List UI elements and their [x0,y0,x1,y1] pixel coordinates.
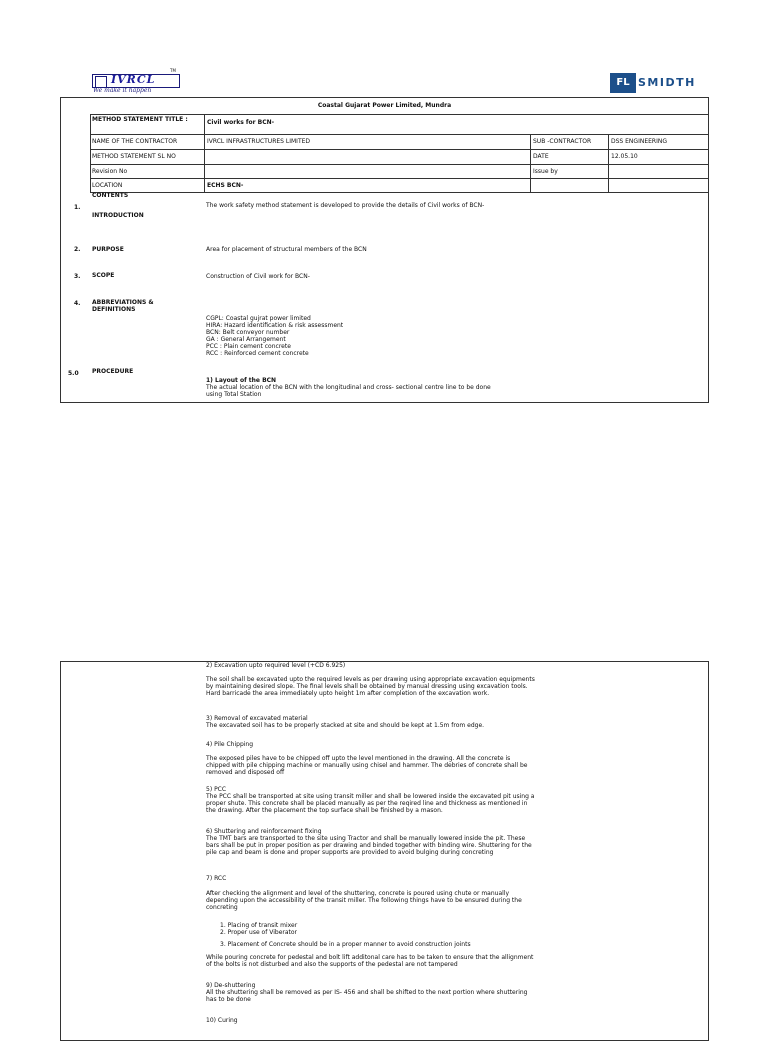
project-title: Coastal Gujarat Power Limited, Mundra [317,102,452,109]
table-rule [204,114,205,192]
ivrcl-tm: TM [170,68,176,73]
section-number: 5.0 [68,370,79,377]
flsmidth-logo [610,73,708,93]
table-rule [530,134,531,192]
section-text: The work safety method statement is developed to provide the details of Civil works of BCN- [206,202,485,209]
flsmidth-logo-box: FL [610,73,636,93]
section-title: SCOPE [92,272,115,279]
table-rule [90,114,91,192]
procedure-subtitle: 1) Layout of the BCN [206,377,277,384]
pcc-text: The PCC shall be transported at site using transit miller and shall be lowered inside the excavated pit using a proper shute. This concrete shall be placed manually as per the reqired line and thickness as mentioned in the drawing. After the placement the top surface shall be finished by a mason. [206,793,535,814]
date-label: DATE [533,153,549,160]
rcc-text: After checking the alignment and level of the shuttering, concrete is poured using chute or manually depending upon the accessibility of the transit miller. The following things have to be ensured during the concreting [206,890,522,911]
ivrcl-logo [92,70,182,96]
curing-title: 10) Curing [206,1017,238,1024]
checklist-item: 3. Placement of Concrete should be in a proper manner to avoid construction joints [220,941,471,948]
subcontractor-label: SUB -CONTRACTOR [533,138,592,145]
removal-text: The excavated soil has to be properly stacked at site and should be kept at 1.5m from edge. [206,722,485,729]
table-rule [90,114,709,115]
section-number: 1. [74,204,81,211]
section-number: 3. [74,273,81,280]
table-rule [90,164,709,165]
method-statement-title-label: METHOD STATEMENT TITLE : [92,116,188,123]
method-statement-title-value: Civil works for BCN- [207,119,275,126]
shuttering-title: 6) Shuttering and reinforcement fixing [206,828,322,835]
location-label: LOCATION [92,182,123,189]
table-rule [608,134,609,192]
abbreviation-item: GA : General Arrangement [206,336,286,343]
contractor-value: IVRCL INFRASTRUCTURES LIMITED [207,138,311,145]
deshuttering-text: All the shuttering shall be removed as per IS- 456 and shall be shifted to the next portion where shuttering has to be done [206,989,528,1003]
section-title: PURPOSE [92,246,124,253]
contents-label: CONTENTS [92,192,129,199]
table-rule [90,178,709,179]
subcontractor-value: DSS ENGINEERING [611,138,667,145]
abbreviation-item: CGPL: Coastal gujrat power limited [206,315,311,322]
pile-chipping-title: 4) Pile Chipping [206,741,254,748]
abbreviation-item: PCC : Plain cement concrete [206,343,291,350]
revision-label: Revision No [92,168,128,175]
ivrcl-tagline: We make it happen [93,87,152,94]
checklist-item: 2. Proper use of Viberator [220,929,298,936]
section-title: INTRODUCTION [92,212,144,219]
sl-no-label: METHOD STATEMENT SL NO [92,153,176,160]
excavation-text: The soil shall be excavated upto the required levels as per drawing using appropriate excavation equipments by maintaining desired slope. The final levels shall be obtained by manual dressing using excavation tools. Hard barricade the area immediately upto height 1m after completion of the excavation work. [206,676,535,697]
date-value: 12.05.10 [611,153,638,160]
table-rule [90,149,709,150]
abbreviation-item: HIRA: Hazard identification & risk assessment [206,322,344,329]
pile-chipping-text: The exposed piles have to be chipped off upto the level mentioned in the drawing. All the concrete is chipped with pile chipping machine or manually using chisel and hammer. The debries of concrete shall be removed and disposed off [206,755,528,776]
section-text: Construction of Civil work for BCN- [206,273,310,280]
procedure-text: The actual location of the BCN with the longitudinal and cross- sectional centre line to be done using Total Station [206,384,491,398]
ivrcl-logo-box [92,74,180,88]
table-rule [90,192,709,193]
contractor-label: NAME OF THE CONTRACTOR [92,138,178,145]
section-number: 4. [74,300,81,307]
abbreviation-item: RCC : Reinforced cement concrete [206,350,309,357]
shuttering-text: The TMT bars are transported to the site using Tractor and shall be manually lowered inside the pit. These bars shall be put in proper position as per drawing and binded together with binding wire. Shuttering for the pile cap and beam is done and proper supports are provided to avoid bulging during concreting [206,835,532,856]
abbreviation-item: BCN: Belt conveyor number [206,329,290,336]
pedestal-text: While pouring concrete for pedestal and bolt lift additonal care has to be taken to ensure that the allignment of the bolts is not disturbed and also the supports of the pedestal are not tampered [206,954,534,968]
excavation-title: 2) Excavation upto required level (+CD 6.925) [206,662,346,669]
section-number: 2. [74,246,81,253]
ivrcl-logo-name: IVRCL [111,73,156,86]
table-rule [90,134,709,135]
rcc-title: 7) RCC [206,875,227,882]
rcc-checklist [220,922,530,948]
pcc-title: 5) PCC [206,786,227,793]
section-title: PROCEDURE [92,368,134,375]
removal-title: 3) Removal of excavated material [206,715,308,722]
issue-by-label: Issue by [533,168,558,175]
section-text: Area for placement of structural members of the BCN [206,246,367,253]
deshuttering-title: 9) De-shuttering [206,982,256,989]
section-title: ABBREVIATIONS & DEFINITIONS [92,299,154,313]
abbreviations-list [206,315,343,357]
checklist-item: 1. Placing of transit mixer [220,922,298,929]
location-value: ECHS BCN- [207,182,244,189]
flsmidth-logo-text: SMIDTH [638,76,696,89]
